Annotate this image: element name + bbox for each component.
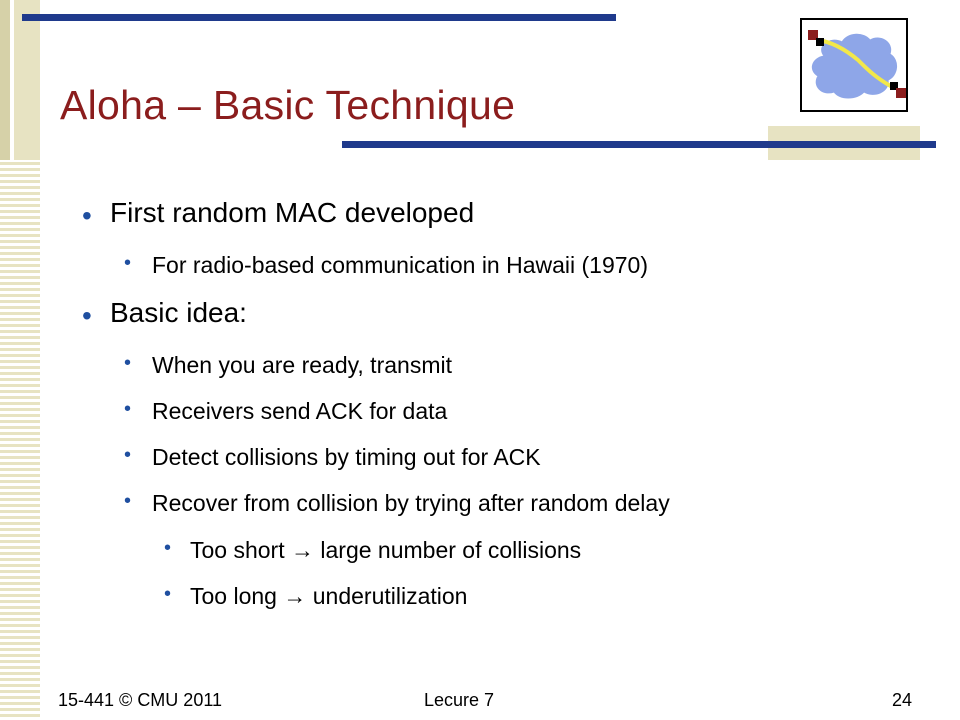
bullet-too-long: Too long → underutilization — [190, 583, 468, 609]
bullet-detect-collisions: Detect collisions by timing out for ACK — [152, 444, 541, 470]
bullet-receivers-ack: Receivers send ACK for data — [152, 398, 448, 424]
bullet-recover-collision: Recover from collision by trying after random delay — [152, 490, 670, 516]
bullet-marker: • — [124, 444, 132, 466]
bullet-marker: • — [164, 537, 172, 559]
left-decorative-block — [0, 0, 40, 160]
bullet-marker: • — [124, 490, 132, 512]
footer-page-number: 24 — [892, 690, 913, 710]
bullet-first-random-mac: First random MAC developed — [110, 197, 475, 228]
bullet-marker: • — [124, 352, 132, 374]
bullet-too-short: Too short → large number of collisions — [190, 537, 582, 563]
slide-title: Aloha – Basic Technique — [60, 82, 516, 128]
bullet-marker: • — [82, 300, 92, 331]
cloud-shape — [812, 34, 896, 98]
bullet-marker: • — [82, 200, 92, 231]
network-cloud-logo — [800, 18, 908, 112]
bullet-basic-idea: Basic idea: — [110, 297, 247, 328]
bullet-radio-based: For radio-based communication in Hawaii (1970) — [152, 252, 649, 278]
bullet-marker: • — [124, 252, 132, 274]
node-square — [896, 88, 906, 98]
footer-course: 15-441 © CMU 2011 — [58, 690, 223, 710]
network-cloud-icon — [802, 20, 906, 110]
node-square — [816, 38, 824, 46]
footer-lecture: Lecure 7 — [424, 690, 495, 710]
top-rule — [22, 14, 616, 21]
bullet-ready-transmit: When you are ready, transmit — [152, 352, 452, 378]
bullet-marker: • — [164, 583, 172, 605]
title-rule — [342, 141, 936, 148]
bullet-marker: • — [124, 398, 132, 420]
